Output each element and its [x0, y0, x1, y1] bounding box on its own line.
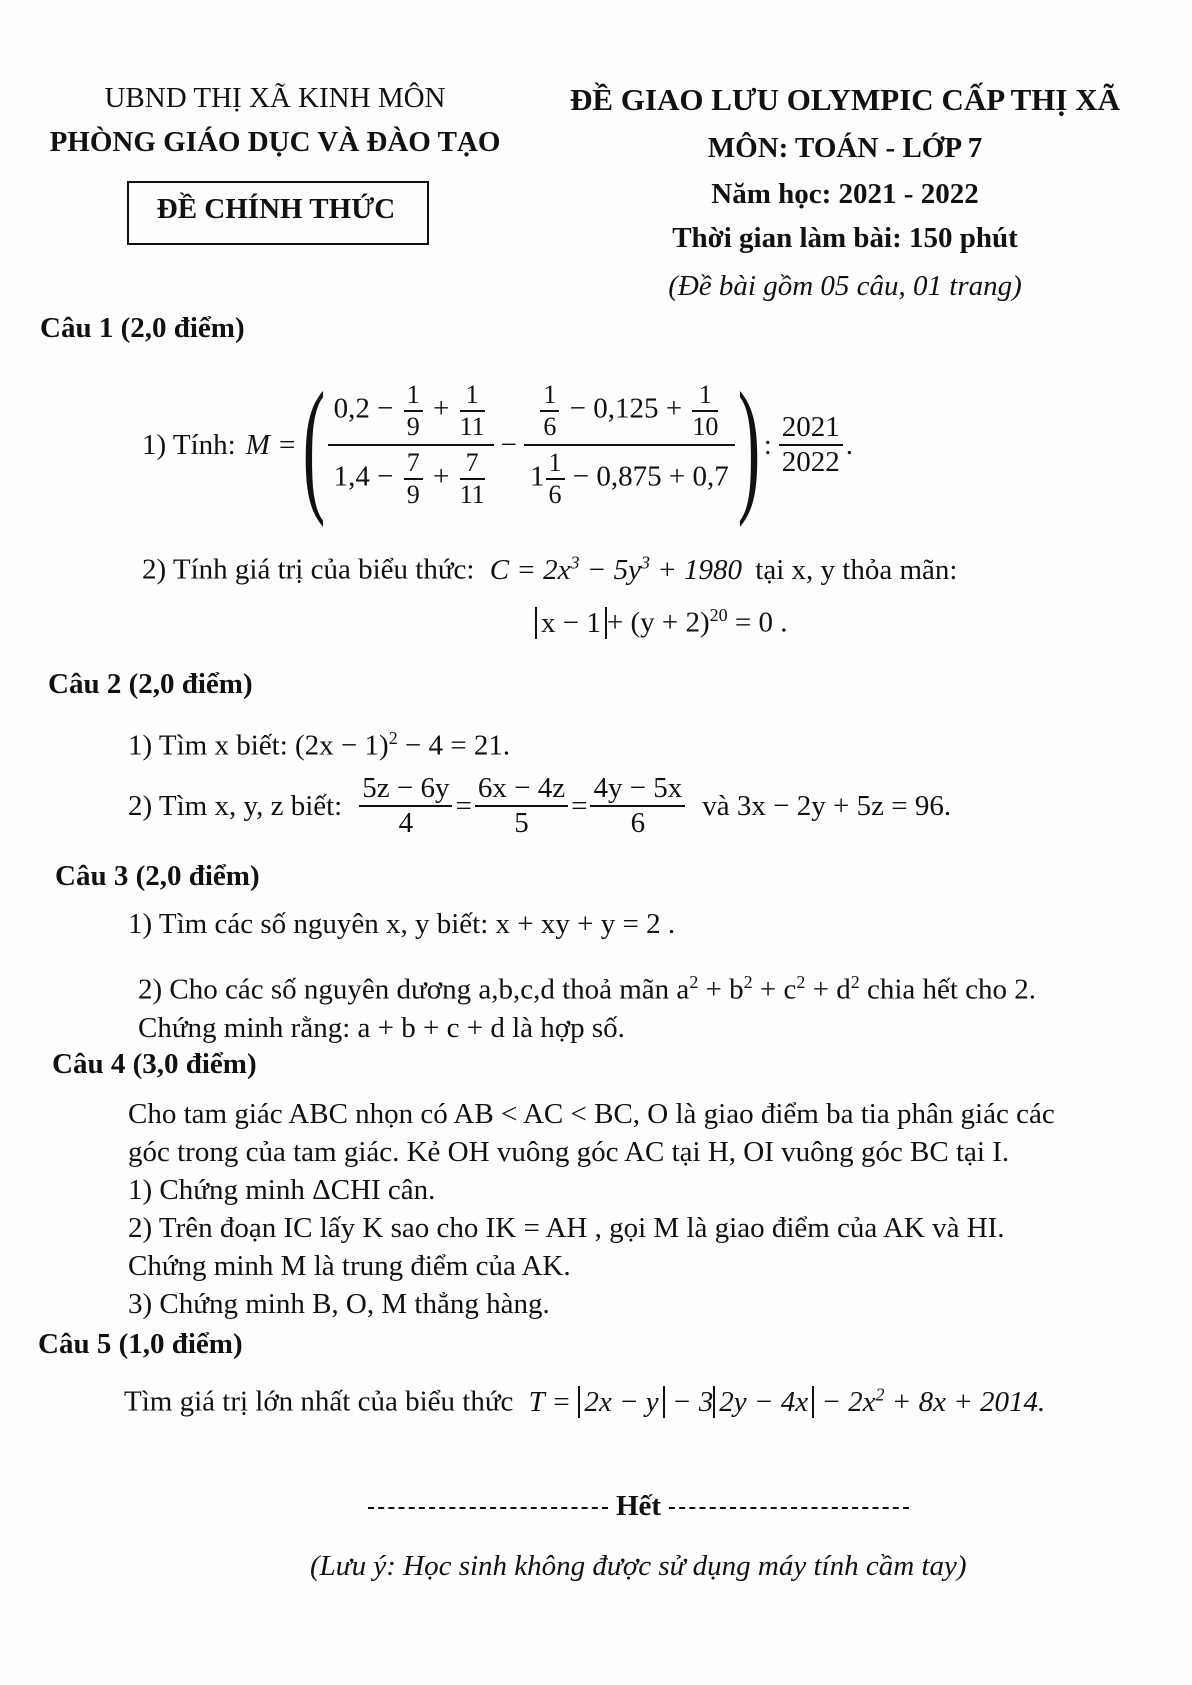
q2-frac-1: $\frac{5z - 6y}{4}$ [359, 772, 452, 841]
official-label: ĐỀ CHÍNH THỨC [156, 193, 396, 225]
q4-line4: 2) Trên đoạn IC lấy K sao cho IK = AH , gọi M là giao điểm của AK và HI. [128, 1212, 1005, 1244]
dash-left [368, 1507, 608, 1509]
f-minus: − [500, 428, 518, 461]
big-paren-left: ( [302, 362, 325, 528]
q2-frac-3: $\frac{4y - 5x}{6}$ [590, 772, 685, 841]
q2-frac-2: $\frac{6x - 4z}{5}$ [475, 772, 568, 841]
q5-text [124, 1384, 1045, 1419]
end-marker: Hết [360, 1490, 917, 1523]
header-left-line2: PHÒNG GIÁO DỤC VÀ ĐÀO TẠO [49, 126, 501, 158]
f1-frac-1-11: $\frac{1}{11}$ [459, 380, 485, 442]
q4-line1: Cho tam giác ABC nhọn có AB < AC < BC, O là giao điểm ba tia phân giác các [128, 1098, 1055, 1130]
f2-mixed-frac: $\frac{1}{6}$ [546, 448, 565, 510]
q1-p2-tail: tại x, y thỏa mãn: [755, 553, 958, 586]
header-right-line3: Năm học: 2021 - 2022 [711, 178, 979, 210]
footer-note: (Lưu ý: Học sinh không được sử dụng máy tính cầm tay) [310, 1550, 967, 1582]
big-paren-right: ) [737, 362, 760, 528]
q3-part2: 2) Cho các số nguyên dương a,b,c,d thoả mãn $a^2 + b^2 + c^2 + d^2$ chia hết cho 2. [138, 972, 1037, 1006]
q2-title: Câu 2 (2,0 điểm) [48, 668, 253, 700]
f-dot: . [845, 428, 854, 461]
f2-den-b: − 0,875 + 0,7 [572, 460, 729, 493]
q2-part1: 1) Tìm x biết: $(2x - 1)^2 - 4 = 21$. [128, 728, 511, 762]
q5-text-label: Tìm giá trị lớn nhất của biểu thức [124, 1385, 514, 1418]
q1-p2-condition: $x - 1 + (y + 2)^{20} = 0$ . [535, 605, 787, 640]
big-fraction-2 [524, 378, 735, 512]
f1-den-a: 1,4 − [333, 460, 394, 493]
q1-p1-label: 1) Tính: [142, 428, 236, 461]
q2-p2-tail: và 3x − 2y + 5z = 96. [702, 789, 952, 822]
q3-part1: 1) Tìm các số nguyên x, y biết: x + xy + y = 2 . [128, 908, 676, 940]
q1-p1-M: M = [245, 428, 297, 461]
header-right-line5: (Đề bài gồm 05 câu, 01 trang) [668, 270, 1022, 302]
frac-2021-2022: $\frac{2021}{2022}$ [779, 411, 843, 480]
f2-frac-1-10: $\frac{1}{10}$ [692, 380, 719, 442]
header-right-line1: ĐỀ GIAO LƯU OLYMPIC CẤP THỊ XÃ [569, 82, 1121, 117]
f1-num-a: 0,2 − [333, 392, 394, 425]
q1-p2-expr: $C = 2x^3 - 5y^3 + 1980$ [489, 552, 743, 586]
header-right-line4: Thời gian làm bài: 150 phút [672, 222, 1018, 254]
f2-num-b: − 0,125 + [569, 392, 683, 425]
q4-line6: 3) Chứng minh B, O, M thẳng hàng. [128, 1288, 550, 1320]
f-colon: : [763, 428, 772, 461]
f1-den-b: + [433, 460, 450, 493]
header-right-line2: MÔN: TOÁN - LỚP 7 [707, 132, 983, 164]
f2-frac-1-6: $\frac{1}{6}$ [540, 380, 559, 442]
f1-frac-7-9: $\frac{7}{9}$ [404, 448, 423, 510]
q3-title: Câu 3 (2,0 điểm) [55, 860, 260, 892]
q4-title: Câu 4 (3,0 điểm) [52, 1048, 257, 1080]
f1-frac-1-9: $\frac{1}{9}$ [404, 380, 423, 442]
big-fraction-1 [328, 378, 494, 512]
q1-part2 [142, 552, 957, 587]
q2-p2-label: 2) Tìm x, y, z biết: [128, 789, 343, 822]
q4-line5: Chứng minh M là trung điểm của AK. [128, 1250, 571, 1282]
f2-den-a: 1 [530, 460, 545, 493]
q3-part2-line2: Chứng minh rằng: a + b + c + d là hợp số. [138, 1012, 625, 1044]
q1-part1 [142, 362, 854, 528]
q1-title: Câu 1 (2,0 điểm) [40, 312, 245, 344]
q5-title: Câu 5 (1,0 điểm) [38, 1328, 243, 1360]
q4-line3: 1) Chứng minh ΔCHI cân. [128, 1174, 436, 1206]
q5-expr: T = 2x − y − 3 $2y - 4x - 2x^2 + 8x + 2014$. [528, 1384, 1046, 1418]
f1-num-b: + [433, 392, 450, 425]
q2-part2: 2) Tìm x, y, z biết: $\frac{5z - 6y}{4}$ = $\frac{6x - 4z}{5}$ = $\frac{4y - 5x}{6}$ và 3x − 2y + 5z = 96. [128, 772, 952, 840]
abs-x-minus-1: x − 1 [535, 607, 607, 639]
f1-frac-7-11: $\frac{7}{11}$ [459, 448, 485, 509]
q4-line2: góc trong của tam giác. Kẻ OH vuông góc AC tại H, OI vuông góc BC tại I. [128, 1136, 1010, 1168]
q1-p2-text: 2) Tính giá trị của biểu thức: [142, 553, 475, 586]
header-left-line1: UBND THỊ XÃ KINH MÔN [104, 82, 446, 114]
dash-right [669, 1507, 909, 1509]
